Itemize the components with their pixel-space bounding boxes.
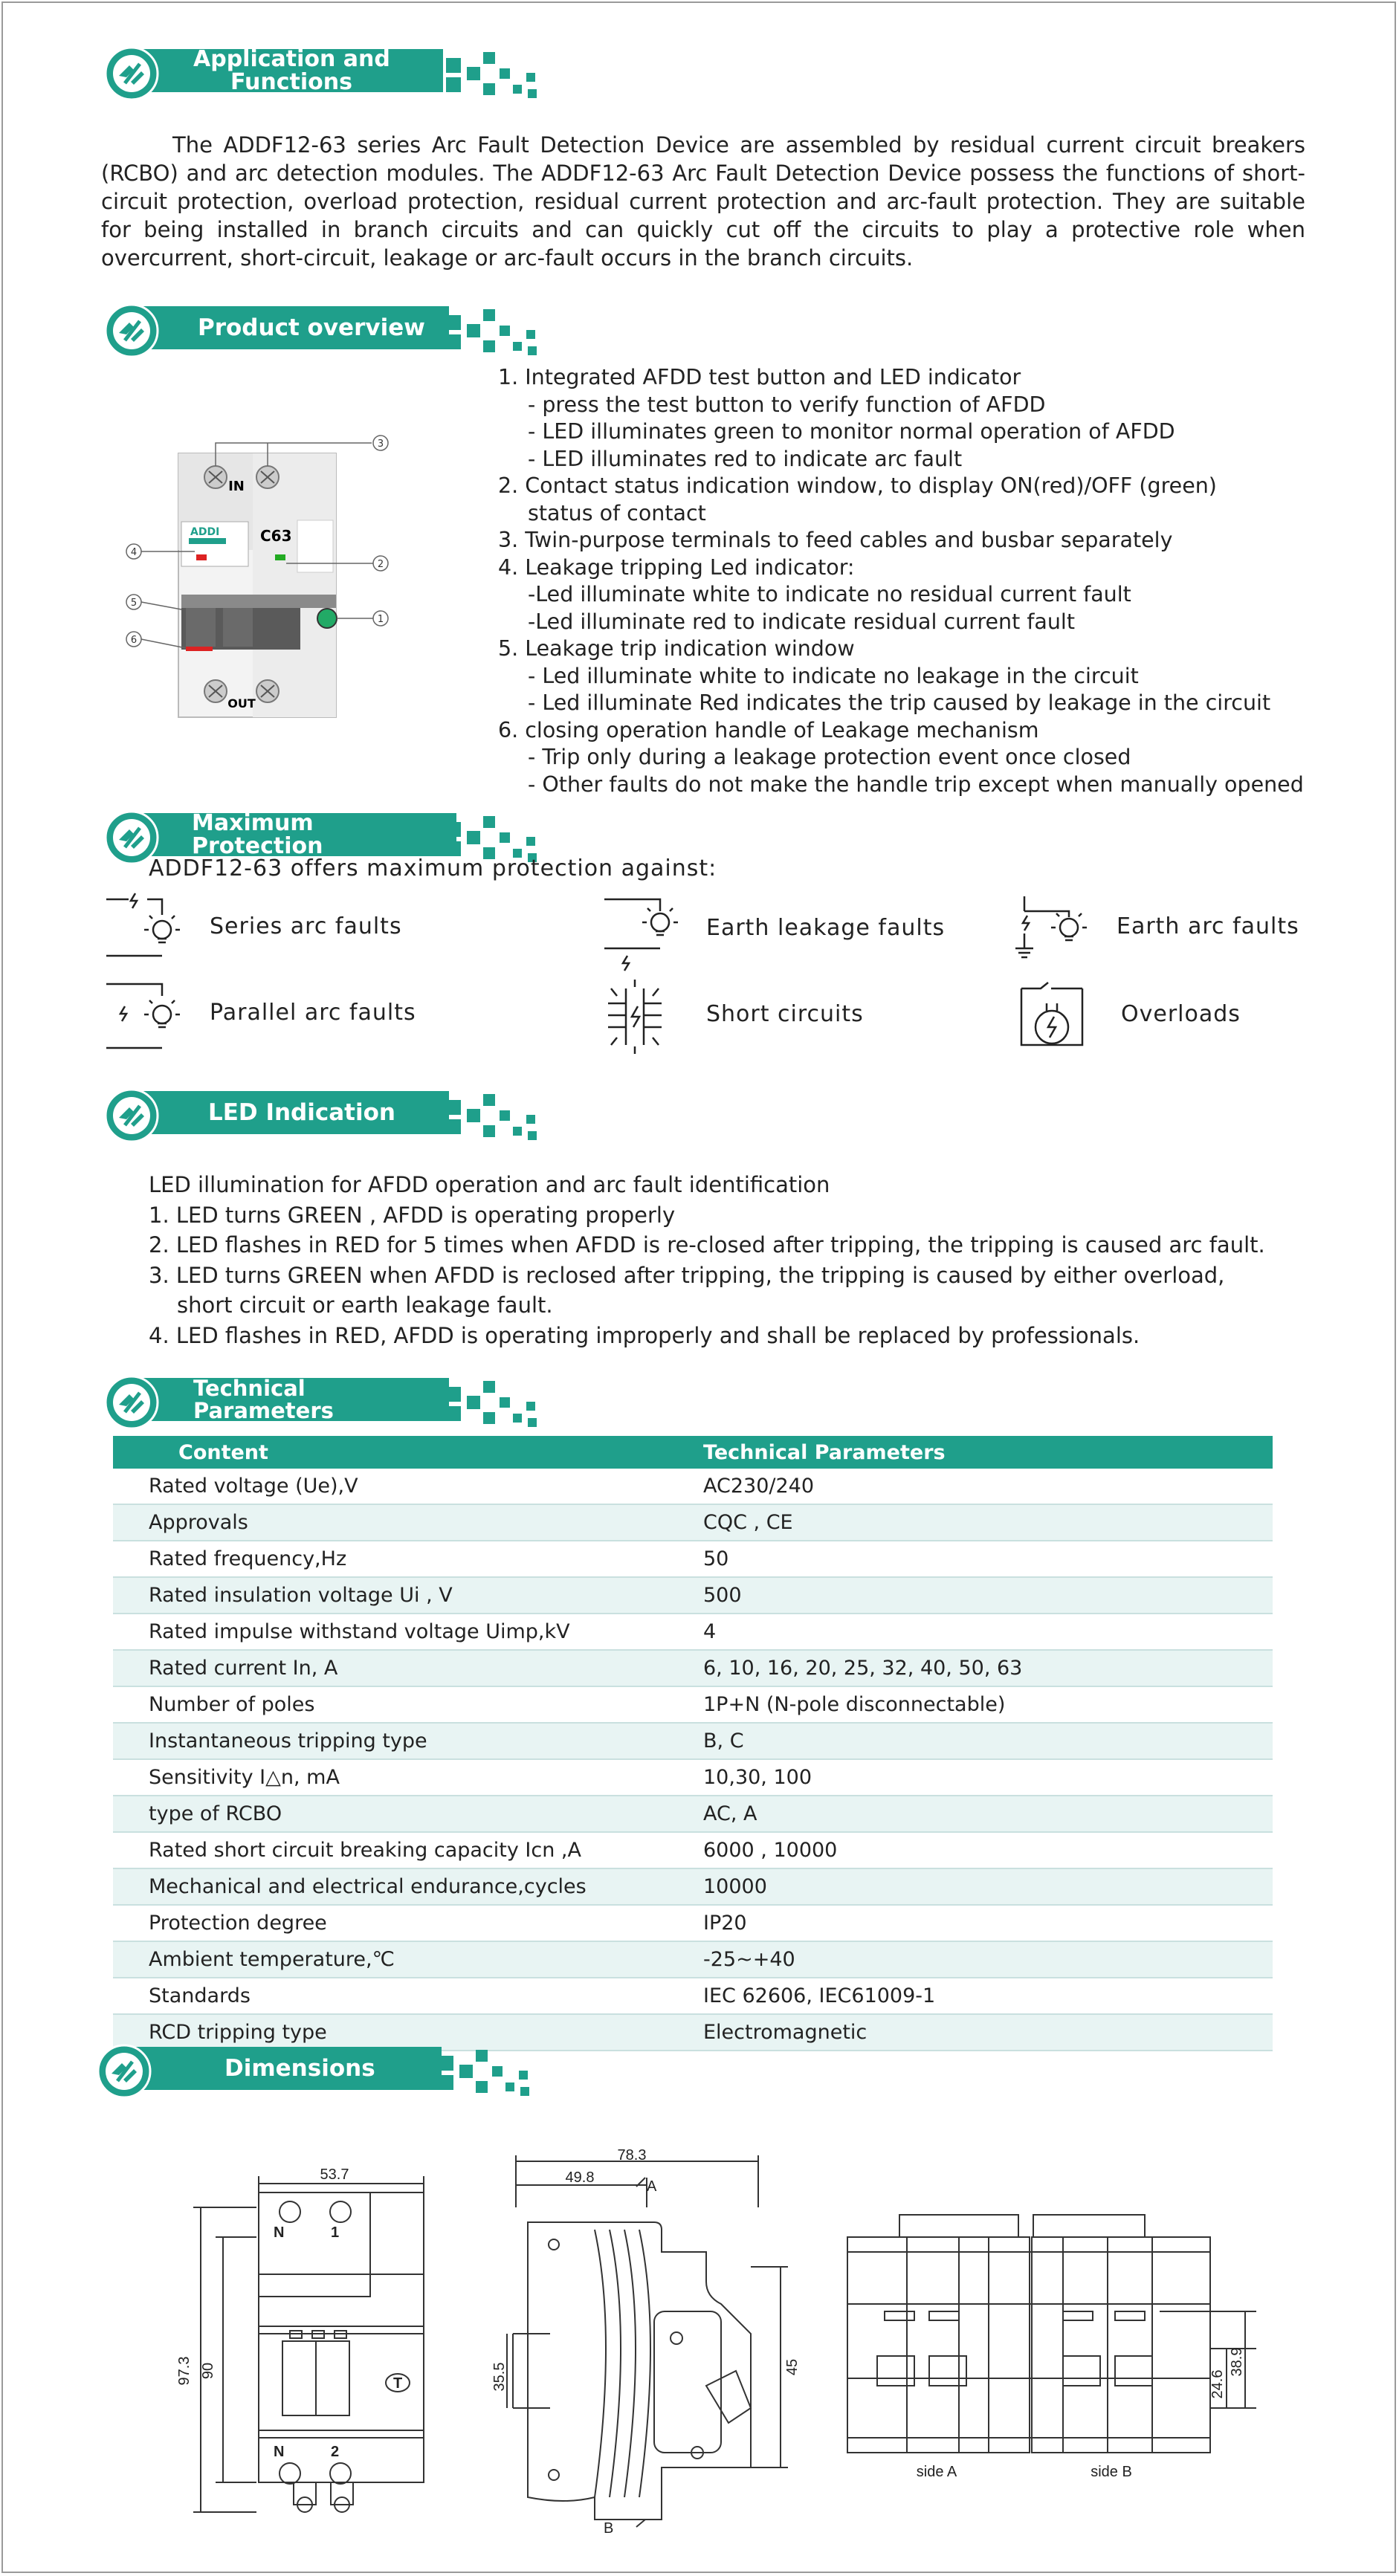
- callout-4: 4: [130, 547, 138, 558]
- technical-parameters-table: [113, 1436, 1273, 2051]
- device-in-label: IN: [228, 479, 245, 494]
- table-header-content: Content: [113, 1436, 703, 1469]
- param-value: IEC 62606, IEC61009-1: [703, 1978, 1273, 2014]
- device-out-label: OUT: [227, 696, 256, 711]
- param-value: 10,30, 100: [703, 1759, 1273, 1796]
- dim-front-t-label: T: [393, 2375, 403, 2392]
- param-name: RCD tripping type: [113, 2014, 703, 2051]
- table-row: [113, 1686, 1273, 1723]
- earth-arc-icon: [1009, 889, 1091, 971]
- overview-line: 5. Leakage trip indication window: [498, 636, 855, 661]
- param-name: Approvals: [113, 1504, 703, 1541]
- device-illustration: [119, 424, 424, 721]
- led-list: [149, 1170, 1265, 1350]
- protection-label-earth-arc: Earth arc faults: [1117, 913, 1299, 939]
- overview-line: -Led illuminate white to indicate no residual current fault: [528, 582, 1131, 606]
- overview-line: - Led illuminate Red indicates the trip caused by leakage in the circuit: [528, 690, 1271, 715]
- table-row: [113, 1469, 1273, 1504]
- param-value: IP20: [703, 1905, 1273, 1941]
- param-name: Rated insulation voltage Ui , V: [113, 1577, 703, 1614]
- section-title: Dimensions: [129, 2047, 442, 2090]
- dim-side-depth-total: 78.3: [617, 2147, 647, 2164]
- param-name: Standards: [113, 1978, 703, 2014]
- param-value: Electromagnetic: [703, 2014, 1273, 2051]
- table-header-row: [113, 1436, 1273, 1469]
- dim-rear-side-a: side A: [916, 2464, 957, 2480]
- param-value: -25~+40: [703, 1941, 1273, 1978]
- brand-logo-icon: [104, 1375, 159, 1430]
- application-paragraph: The ADDF12-63 series Arc Fault Detection Device are assembled by residual current circuit breakers (RCBO) and arc detection modules. The ADDF12-63 Arc Fault Detection Device possess the functions of short-circuit protection, overload protection, residual current protection and arc-fault protection. They are suitable for being installed in branch circuits and can quickly cut off the circuits to play a protective role when overcurrent, short-circuit, leakage or arc-fault occurs in the branch circuits.: [101, 132, 1305, 271]
- section-title: LED Indication: [137, 1091, 449, 1134]
- param-name: Instantaneous tripping type: [113, 1723, 703, 1759]
- protection-label-series: Series arc faults: [210, 913, 402, 939]
- table-row: [113, 1941, 1273, 1978]
- param-name: type of RCBO: [113, 1796, 703, 1832]
- overview-line: 2. Contact status indication window, to display ON(red)/OFF (green): [498, 473, 1217, 498]
- param-value: 50: [703, 1541, 1273, 1577]
- short-circuit-icon: [601, 974, 682, 1055]
- table-row: [113, 1541, 1273, 1577]
- param-value: 4: [703, 1614, 1273, 1650]
- param-value: AC, A: [703, 1796, 1273, 1832]
- dim-front-top-label: 1: [331, 2224, 340, 2241]
- table-row: [113, 1868, 1273, 1905]
- overview-line: 1. Integrated AFDD test button and LED indicator: [498, 365, 1021, 389]
- callout-6: 6: [130, 635, 138, 646]
- param-name: Rated short circuit breaking capacity Icn ,A: [113, 1832, 703, 1868]
- dim-front-width: 53.7: [320, 2166, 349, 2183]
- table-row: [113, 1905, 1273, 1941]
- param-value: CQC , CE: [703, 1504, 1273, 1541]
- param-value: 500: [703, 1577, 1273, 1614]
- param-name: Sensitivity I△n, mA: [113, 1759, 703, 1796]
- param-value: 10000: [703, 1868, 1273, 1905]
- section-title: Maximum Protection: [137, 813, 456, 856]
- param-value: B, C: [703, 1723, 1273, 1759]
- section-header-overview: [104, 300, 491, 360]
- dim-side-h1: 35.5: [491, 2362, 508, 2392]
- device-model: C63: [260, 527, 292, 545]
- protection-label-parallel: Parallel arc faults: [210, 1000, 416, 1026]
- decorative-squares-icon: [446, 1094, 572, 1142]
- table-row: [113, 1796, 1273, 1832]
- param-value: 6000 , 10000: [703, 1832, 1273, 1868]
- table-row: [113, 1978, 1273, 2014]
- param-value: 6, 10, 16, 20, 25, 32, 40, 50, 63: [703, 1650, 1273, 1686]
- dim-front-height-body: 90: [200, 2362, 216, 2380]
- param-value: 1P+N (N-pole disconnectable): [703, 1686, 1273, 1723]
- section-header-led: [104, 1085, 491, 1145]
- param-value: AC230/240: [703, 1469, 1273, 1504]
- param-name: Number of poles: [113, 1686, 703, 1723]
- overview-line: 4. Leakage tripping Led indicator:: [498, 554, 855, 580]
- table-row: [113, 1577, 1273, 1614]
- section-title-line: Functions: [230, 69, 352, 95]
- overview-line: - LED illuminates red to indicate arc fault: [528, 446, 963, 471]
- section-header-application: [104, 43, 491, 103]
- table-row: [113, 1723, 1273, 1759]
- dim-side-depth-part: 49.8: [565, 2169, 595, 2186]
- param-name: Rated voltage (Ue),V: [113, 1469, 703, 1504]
- led-line: 4. LED flashes in RED, AFDD is operating improperly and shall be replaced by professionals.: [149, 1322, 1140, 1348]
- protection-intro: ADDF12-63 offers maximum protection against:: [149, 855, 717, 881]
- overview-line: - LED illuminates green to monitor normal operation of AFDD: [528, 419, 1175, 444]
- section-title: Product overview: [137, 306, 449, 349]
- led-line: 2. LED flashes in RED for 5 times when AFDD is re-closed after tripping, the tripping is caused arc fault.: [149, 1232, 1265, 1258]
- series-arc-icon: [103, 889, 184, 971]
- table-row: [113, 1504, 1273, 1541]
- overview-line: - Other faults do not make the handle trip except when manually opened: [528, 771, 1304, 797]
- param-name: Rated frequency,Hz: [113, 1541, 703, 1577]
- section-header-technical: [104, 1372, 491, 1431]
- overview-line: 6. closing operation handle of Leakage mechanism: [498, 717, 1039, 742]
- param-name: Protection degree: [113, 1905, 703, 1941]
- param-name: Ambient temperature,℃: [113, 1941, 703, 1978]
- overview-line: - press the test button to verify function of AFDD: [528, 392, 1046, 417]
- table-row: [113, 1614, 1273, 1650]
- overview-line: 3. Twin-purpose terminals to feed cables and busbar separately: [498, 528, 1173, 552]
- dim-front-n-bottom: N: [274, 2444, 285, 2460]
- callout-5: 5: [130, 598, 138, 609]
- dim-rear-h2: 38.9: [1229, 2347, 1245, 2377]
- overview-line: - Led illuminate white to indicate no leakage in the circuit: [528, 663, 1139, 688]
- dimension-rear-view: [840, 2185, 1279, 2482]
- device-brand: ADDI: [190, 526, 220, 538]
- protection-label-overloads: Overloads: [1121, 1001, 1241, 1027]
- brand-logo-icon: [104, 1088, 159, 1143]
- overview-line: - Trip only during a leakage protection event once closed: [528, 745, 1131, 769]
- earth-leakage-icon: [601, 889, 682, 971]
- param-name: Rated impulse withstand voltage Uimp,kV: [113, 1614, 703, 1650]
- overview-list: [498, 364, 1304, 798]
- decorative-squares-icon: [446, 52, 572, 100]
- overview-line: status of contact: [528, 500, 706, 525]
- dim-rear-side-b: side B: [1091, 2464, 1132, 2480]
- protection-label-short-circuit: Short circuits: [706, 1001, 864, 1027]
- table-row: [113, 1832, 1273, 1868]
- dimension-side-view: [491, 2147, 818, 2542]
- dim-rear-h1: 24.6: [1209, 2369, 1226, 2399]
- led-line: short circuit or earth leakage fault.: [177, 1292, 553, 1318]
- callout-1: 1: [377, 614, 384, 625]
- dim-front-height-total: 97.3: [176, 2356, 193, 2386]
- dim-front-n-top: N: [274, 2224, 285, 2241]
- param-name: Rated current In, A: [113, 1650, 703, 1686]
- table-row: [113, 1650, 1273, 1686]
- dim-front-bottom-label: 2: [331, 2444, 340, 2460]
- dim-side-a: A: [647, 2178, 657, 2195]
- protection-label-earth-leakage: Earth leakage faults: [706, 915, 946, 941]
- section-header-dimensions: [97, 2041, 483, 2100]
- led-line: 3. LED turns GREEN when AFDD is reclosed after tripping, the tripping is caused by either overload,: [149, 1262, 1225, 1288]
- brand-logo-icon: [104, 46, 159, 101]
- callout-2: 2: [377, 559, 384, 570]
- parallel-arc-icon: [103, 974, 184, 1055]
- decorative-squares-icon: [439, 2050, 565, 2097]
- brand-logo-icon: [104, 303, 159, 358]
- dim-side-b: B: [604, 2520, 614, 2537]
- table-row: [113, 1759, 1273, 1796]
- section-title-line: Application and: [193, 45, 390, 72]
- dim-side-h2: 45: [784, 2358, 801, 2376]
- dimension-front-view: [171, 2155, 453, 2542]
- section-title: Technical Parameters: [137, 1378, 449, 1421]
- overview-line: -Led illuminate red to indicate residual current fault: [528, 609, 1075, 634]
- decorative-squares-icon: [446, 309, 572, 357]
- table-header-parameters: Technical Parameters: [703, 1436, 1273, 1469]
- overload-icon: [1011, 974, 1093, 1055]
- decorative-squares-icon: [446, 1381, 572, 1428]
- led-line: LED illumination for AFDD operation and arc fault identification: [149, 1172, 830, 1197]
- param-name: Mechanical and electrical endurance,cycles: [113, 1868, 703, 1905]
- brand-logo-icon: [97, 2044, 152, 2099]
- callout-3: 3: [377, 438, 384, 450]
- led-line: 1. LED turns GREEN , AFDD is operating properly: [149, 1202, 676, 1228]
